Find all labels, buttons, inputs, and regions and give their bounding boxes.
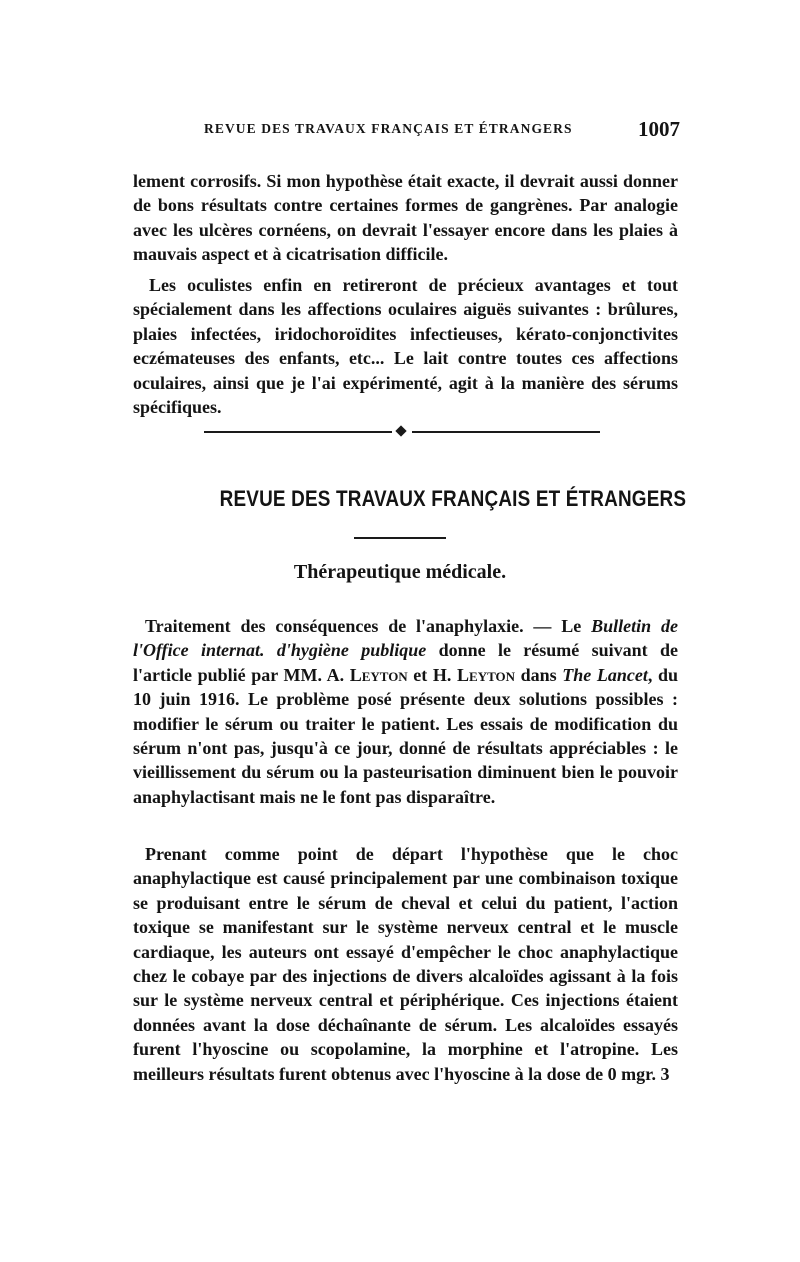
section-title: REVUE DES TRAVAUX FRANÇAIS ET ÉTRANGERS [219,486,687,511]
paragraph-prenant: Prenant comme point de départ l'hypothèse que le choc anaphylactique est causé principalement par une combinaison toxique se produisant entre le sérum de cheval et celui du patient, l'action toxique se manifestant sur le système nerveux central et le muscle cardiaque, les auteurs ont essayé d'empêcher le choc anaphylactique chez le cobaye par des injections de divers alcaloïdes agissant à la fois sur le système nerveux central et périphérique. Ces injections étaient données avant la dose déchaînante de sérum. Les alcaloïdes essayés furent l'hyoscine ou scopolamine, la morphine et l'atropine. Les meilleurs résultats furent obtenus avec l'hyoscine à la dose de 0 mgr. 3 [133,844,678,1084]
divider-rule-right [412,431,600,433]
text-run: , du 10 juin 1916. Le problème posé présente deux solutions possibles : modifier le sérum ou traiter le patient. Les essais de modification du sérum n'ont pas, jusqu'à ce jour, donné de résultats appréciables : le vieillissement du sérum ou la pasteurisation diminuent bien le pouvoir anaphylactisant mais ne le font pas disparaître. [133,664,679,807]
text-run: — Le [523,616,592,636]
subsection-title: Thérapeutique médicale. [293,561,507,583]
page-number: 1007 [638,117,680,141]
ornamental-divider [204,426,600,438]
section-rule [354,537,446,539]
running-head [204,117,680,141]
paragraph-oculistes: Les oculistes enfin en retireront de précieux avantages et tout spécialement dans les affections oculaires aiguës suivantes : brûlures, plaies infectées, iridochoroïdites infectieuses, kérato-conjonctivites eczémateuses des enfants, etc... Le lait contre toutes ces affections oculaires, ainsi que je l'ai expérimenté, agit à la manière des sérums spécifiques. [133,275,678,418]
author-name: Leyton [349,664,408,685]
publication-title: Bulletin de l'Office internat. d'hygiène publique [133,616,679,661]
paragraph-continued: lement corrosifs. Si mon hypothèse était exacte, il devrait aussi donner de bons résultats contre certaines formes de gangrènes. Par analogie avec les ulcères cornéens, on devrait l'essayer encore dans les plaies à mauvais aspect et à cicatrisation difficile. [133,171,678,265]
divider-diamond-icon [395,425,406,436]
divider-rule-left [204,431,392,433]
author-name: Leyton [457,664,516,685]
journal-title: The Lancet [562,664,648,685]
running-title: REVUE DES TRAVAUX FRANÇAIS ET ÉTRANGERS [204,121,573,136]
text-run: dans [515,664,563,685]
text-run: donne le résumé suivant de l'article publié par MM. A. [133,640,679,685]
paragraph-lead-heading: Traitement des conséquences de l'anaphylaxie. [145,616,524,636]
paragraph-anaphylaxie [133,614,678,809]
text-run: et H. [407,664,458,685]
